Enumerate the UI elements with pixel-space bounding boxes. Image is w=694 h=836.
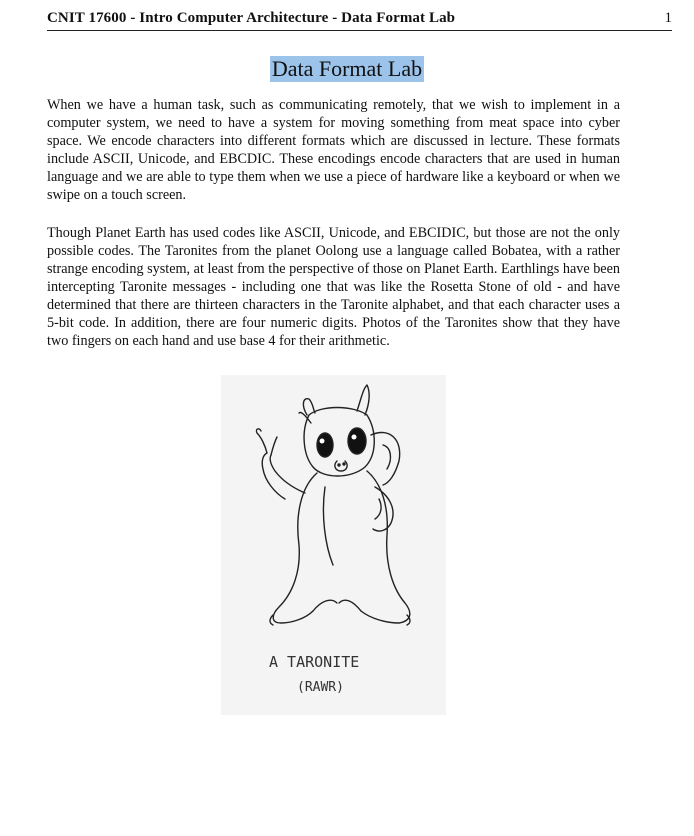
title-container <box>0 56 694 82</box>
caption-line-2: (RAWR) <box>297 680 344 695</box>
intro-paragraph: When we have a human task, such as communicating remotely, that we wish to implement in a computer system, we need to have a system for moving something from meat space into cyber space. We encode characters into different formats which are discussed in lecture. These formats include ASCII, Unicode, and EBCDIC. These encodings encode characters that are used in human language and we are able to type them when we use a piece of hardware like a keyboard or when we swipe on a touch screen. <box>47 97 620 203</box>
caption-line-1: A TARONITE <box>269 653 360 671</box>
page-header <box>47 9 672 31</box>
taronite-figure <box>221 375 446 715</box>
page-number: 1 <box>664 10 672 26</box>
running-header-title: CNIT 17600 - Intro Computer Architecture - Data Format Lab <box>47 10 456 26</box>
document-title[interactable]: Data Format Lab <box>271 56 423 81</box>
taronite-paragraph: Though Planet Earth has used codes like ASCII, Unicode, and EBCIDIC, but those are not the only possible codes. The Taronites from the planet Oolong use a language called Bobatea, with a rather strange encoding system, at least from the perspective of those on Planet Earth. Earthlings have been intercepting Taronite messages - including one that was like the Rosetta Stone of old - and have determined that there are thirteen characters in the Taronite alphabet, and that each character uses a 5-bit code. In addition, there are four numeric digits. Photos of the Taronites show that they have two fingers on each hand and use base 4 for their arithmetic. <box>47 225 620 349</box>
taronite-drawing-icon <box>221 375 446 715</box>
